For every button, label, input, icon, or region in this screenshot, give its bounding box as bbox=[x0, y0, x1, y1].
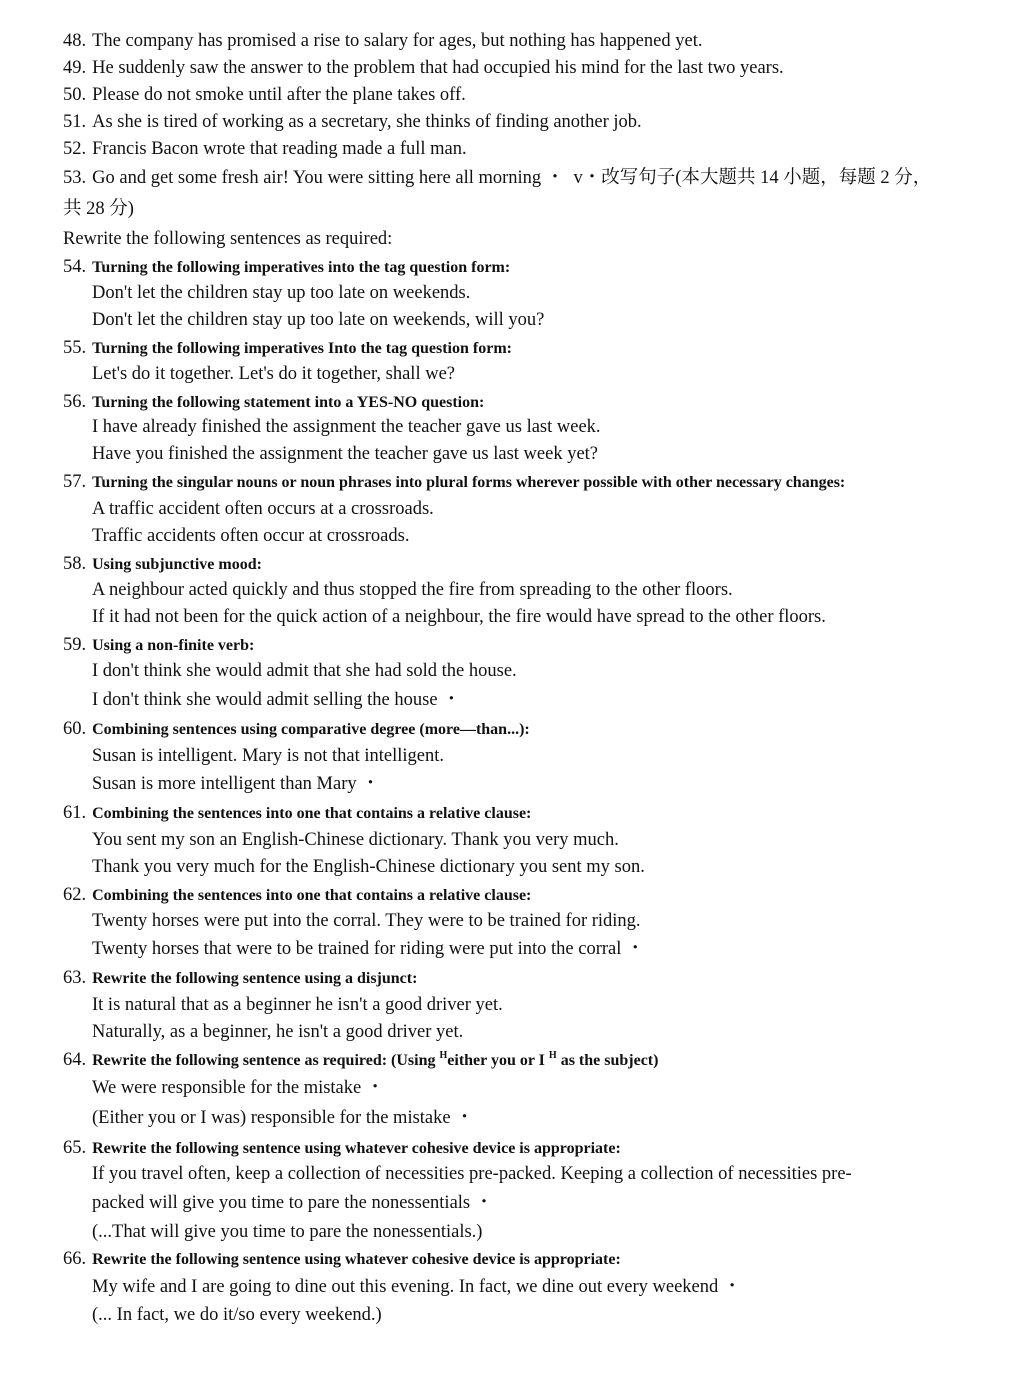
list-item bbox=[63, 57, 784, 79]
rewritten-sentence: (... In fact, we do it/so every weekend.) bbox=[92, 1305, 382, 1325]
question-number: 56. bbox=[63, 392, 87, 412]
original-sentence: Susan is intelligent. Mary is not that intelligent. bbox=[92, 746, 444, 766]
original-sentence: My wife and I are going to dine out this evening. In fact, we dine out every weekend ・ bbox=[92, 1277, 742, 1297]
rewritten-sentence: Don't let the children stay up too late on weekends, will you? bbox=[92, 310, 545, 330]
question-heading bbox=[63, 1049, 658, 1072]
list-item bbox=[63, 30, 702, 52]
item-number: 53. bbox=[63, 168, 87, 188]
item-number: 48. bbox=[63, 31, 87, 51]
question-number: 58. bbox=[63, 554, 87, 574]
question-heading bbox=[63, 391, 484, 414]
question-instruction: Rewrite the following sentence using whatever cohesive device is appropriate: bbox=[92, 1140, 621, 1157]
item-number: 49. bbox=[63, 58, 87, 78]
question-instruction: Combining the sentences into one that contains a relative clause: bbox=[92, 805, 532, 822]
original-sentence-continued: packed will give you time to pare the nonessentials ・ bbox=[92, 1193, 494, 1213]
question-heading bbox=[63, 967, 417, 990]
question-heading bbox=[63, 337, 512, 360]
question-number: 64. bbox=[63, 1050, 87, 1070]
original-sentence: A traffic accident often occurs at a crossroads. bbox=[92, 499, 434, 519]
question-number: 54. bbox=[63, 257, 87, 277]
question-heading bbox=[63, 634, 254, 657]
question-heading bbox=[63, 553, 262, 576]
question-heading bbox=[63, 256, 510, 279]
list-item bbox=[63, 84, 466, 106]
original-sentence: If you travel often, keep a collection of necessities pre-packed. Keeping a collection of necessities pre- bbox=[92, 1164, 852, 1184]
question-heading bbox=[63, 884, 531, 907]
question-number: 60. bbox=[63, 719, 87, 739]
list-item bbox=[63, 138, 467, 160]
question-heading bbox=[63, 718, 530, 741]
question-number: 59. bbox=[63, 635, 87, 655]
question-instruction: Using subjunctive mood: bbox=[92, 556, 262, 573]
list-item bbox=[63, 111, 642, 133]
question-instruction: Turning the following statement into a YES-NO question: bbox=[92, 394, 485, 411]
section-instruction: Rewrite the following sentences as required: bbox=[63, 229, 393, 249]
question-number: 55. bbox=[63, 338, 87, 358]
list-item bbox=[63, 167, 931, 189]
item-number: 50. bbox=[63, 85, 87, 105]
rewritten-sentence: Twenty horses that were to be trained for riding were put into the corral ・ bbox=[92, 939, 645, 959]
answer-sentence: Let's do it together. Let's do it together, shall we? bbox=[92, 364, 455, 384]
item-text: As she is tired of working as a secretary, she thinks of finding another job. bbox=[92, 112, 642, 132]
rewritten-sentence: Have you finished the assignment the teacher gave us last week yet? bbox=[92, 444, 599, 464]
question-number: 62. bbox=[63, 885, 87, 905]
item-text: The company has promised a rise to salary for ages, but nothing has happened yet. bbox=[92, 31, 703, 51]
question-instruction: Turning the following imperatives into the tag question form: bbox=[92, 259, 511, 276]
item-number: 52. bbox=[63, 139, 87, 159]
question-heading bbox=[63, 802, 531, 825]
item-number: 51. bbox=[63, 112, 87, 132]
question-number: 61. bbox=[63, 803, 87, 823]
question-heading bbox=[63, 1137, 621, 1160]
original-sentence: It is natural that as a beginner he isn't a good driver yet. bbox=[92, 995, 503, 1015]
question-number: 63. bbox=[63, 968, 87, 988]
rewritten-sentence: Naturally, as a beginner, he isn't a good driver yet. bbox=[92, 1022, 464, 1042]
rewritten-sentence: I don't think she would admit selling the house ・ bbox=[92, 690, 461, 710]
question-heading bbox=[63, 471, 845, 494]
original-sentence: Don't let the children stay up too late on weekends. bbox=[92, 283, 471, 303]
original-sentence: You sent my son an English-Chinese dictionary. Thank you very much. bbox=[92, 830, 619, 850]
rewritten-sentence: Susan is more intelligent than Mary ・ bbox=[92, 774, 380, 794]
question-instruction: Rewrite the following sentence using whatever cohesive device is appropriate: bbox=[92, 1251, 621, 1268]
rewritten-sentence: Traffic accidents often occur at crossroads. bbox=[92, 526, 410, 546]
question-instruction: Turning the singular nouns or noun phrases into plural forms wherever possible with other necessary changes: bbox=[92, 474, 846, 491]
rewritten-sentence: Thank you very much for the English-Chinese dictionary you sent my son. bbox=[92, 857, 645, 877]
question-number: 57. bbox=[63, 472, 87, 492]
question-number: 65. bbox=[63, 1138, 87, 1158]
original-sentence: I have already finished the assignment the teacher gave us last week. bbox=[92, 417, 601, 437]
superscript-mark: H bbox=[439, 1050, 448, 1061]
question-instruction: Rewrite the following sentence as required: (Using $^H$either you or I $^H$ as the subject) bbox=[92, 1050, 659, 1069]
rewritten-sentence: (...That will give you time to pare the nonessentials.) bbox=[92, 1222, 483, 1242]
rewritten-sentence: If it had not been for the quick action of a neighbour, the fire would have spread to the other floors. bbox=[92, 607, 826, 627]
item-text: He suddenly saw the answer to the problem that had occupied his mind for the last two years. bbox=[92, 58, 784, 78]
original-sentence: We were responsible for the mistake ・ bbox=[92, 1078, 385, 1098]
question-instruction: Turning the following imperatives Into the tag question form: bbox=[92, 340, 512, 357]
item-text: Francis Bacon wrote that reading made a full man. bbox=[92, 139, 467, 159]
question-instruction: Combining sentences using comparative degree (more—than...): bbox=[92, 721, 530, 738]
question-number: 66. bbox=[63, 1249, 87, 1269]
original-sentence: A neighbour acted quickly and thus stopped the fire from spreading to the other floors. bbox=[92, 580, 733, 600]
original-sentence: Twenty horses were put into the corral. They were to be trained for riding. bbox=[92, 911, 641, 931]
item-text: Please do not smoke until after the plane takes off. bbox=[92, 85, 466, 105]
rewritten-sentence: (Either you or I was) responsible for the mistake ・ bbox=[92, 1108, 474, 1128]
section-score-note: 共 28 分) bbox=[63, 199, 134, 219]
superscript-mark: H bbox=[548, 1050, 557, 1061]
question-instruction: Rewrite the following sentence using a disjunct: bbox=[92, 970, 418, 987]
question-instruction: Using a non-finite verb: bbox=[92, 637, 255, 654]
item-text: Go and get some fresh air! You were sitting here all morning ・ v・改写句子(本大题共 14 小题，每题 2 分， bbox=[92, 168, 932, 188]
original-sentence: I don't think she would admit that she had sold the house. bbox=[92, 661, 517, 681]
question-instruction: Combining the sentences into one that contains a relative clause: bbox=[92, 887, 532, 904]
question-heading bbox=[63, 1248, 621, 1271]
